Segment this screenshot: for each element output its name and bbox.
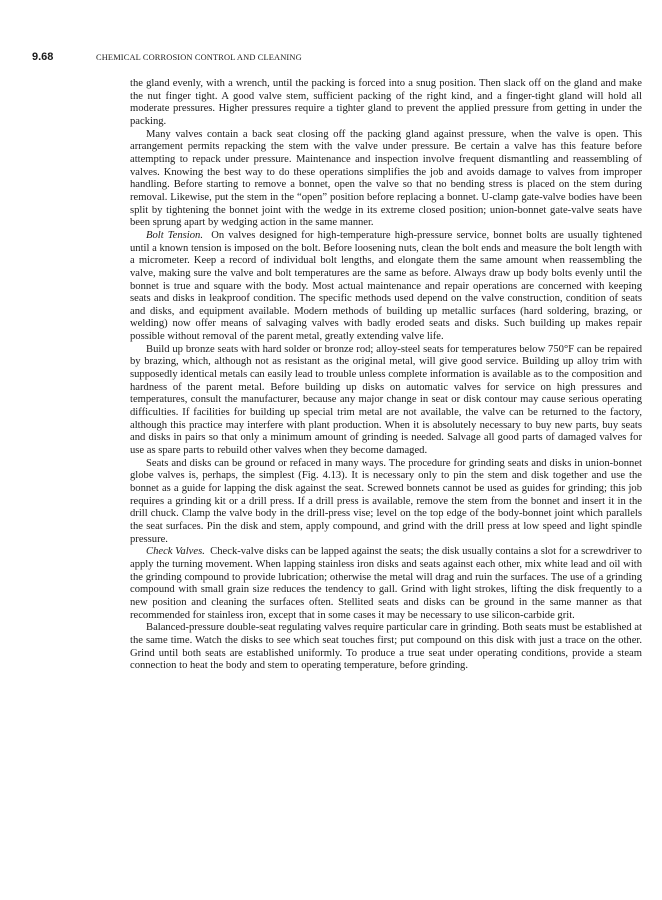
paragraph-text: Build up bronze seats with hard solder or bronze rod; alloy-steel seats for temperatures below 750°F can be repaired by brazing, which, although not as resistant as the original metal, will give good service. Building up alloy trim with supposedly identical metals can easily lead to trouble unless complete information is available as to the composition and hardness of the parent metal. Before building up disks on automatic valves for service on high pressures and temperatures, consult the manufacturer, because any major change in seat or disk contour may cause serious operating difficulties. If facilities for building up special trim metal are not available, the valve can be returned to the factory, although this practice may interfere with plant production. When it is absolutely necessary to buy new parts, buy seats and disks in pairs so that only a minimum amount of grinding is needed. Salvage all good parts of damaged valves for use as spare parts to rebuild other valves when they become damaged.: [130, 343, 642, 457]
run-in-heading-bolt-tension: Bolt Tension.: [146, 229, 203, 241]
paragraph-text: On valves designed for high-temperature high-pressure service, bonnet bolts are usually tightened until a known tension is imposed on the bolt. Before loosening nuts, clean the bolt ends and measure the bolt length with a micrometer. Keep a record of individual bolt lengths, and elongate them the same amount when reassembling the valve, making sure the valve and bolt temperatures are the same as before. Always draw up body bolts evenly until the bonnet is true and square with the body. Most actual maintenance and repair operations are concerned with keeping seats and disks in leakproof condition. The specific methods used depend on the valve construction, condition of seats and disks, and equipment available. Modern methods of building up metallic surfaces (hard soldering, brazing, or welding) now offer means of salvaging valves with badly eroded seats and disks. Such building up makes repair possible without removal of the parent metal, greatly extending valve life.: [130, 229, 643, 343]
paragraph-grinding-seats: [130, 458, 642, 547]
paragraph-text: Balanced-pressure double-seat regulating valves require particular care in grinding. Both seats must be established at the same time. Watch the disks to see which seat touches first; put compound on this disk with just a trace on the other. Grind until both seats are established uniformly. To produce a true seat under operating conditions, provide a steam connection to heat the body and stem to operating temperature, before grinding.: [130, 622, 642, 672]
paragraph-build-up-seats: [130, 344, 642, 458]
paragraph-check-valves: [130, 546, 642, 622]
paragraph-text: Many valves contain a back seat closing off the packing gland against pressure, when the valve is open. This arrangement permits repacking the stem with the valve under pressure. Be certain a valve has this feature before attempting to repack under pressure. Maintenance and inspection involve frequent dismantling and reassembling of valves. Knowing the best way to do these operations simplifies the job and avoids damage to valves from improper handling. Before starting to remove a bonnet, open the valve so that no bending stress is placed on the stem during removal. Likewise, put the stem in the “open” position before replacing a bonnet. U-clamp gate-valve bodies have been split by tightening the bonnet joint with the wedge in its extreme closed position; union-bonnet gate-valve seats have been sprung apart by wedging action in the same manner.: [130, 128, 642, 229]
book-title: CHEMICAL CORROSION CONTROL AND CLEANING: [96, 53, 302, 62]
paragraph-packing-gland: [130, 78, 642, 129]
paragraph-text: Seats and disks can be ground or refaced in many ways. The procedure for grinding seats and disks in union-bonnet globe valves is, perhaps, the simplest (Fig. 4.13). It is necessary only to pin the stem and disk together and use the bonnet as a guide for lapping the disk against the seat. Screwed bonnets cannot be used as guides for grinding; this job requires a grinding kit or a drill press. If a drill press is available, remove the stem from the bonnet and insert it in the drill chuck. Clamp the valve body in the drill-press vise; level on the top edge of the body-bonnet joint which parallels the seat surfaces. Pin the disk and stem, apply compound, and grind with the drill press at low speed and light spindle pressure.: [130, 457, 642, 545]
paragraph-back-seat: [130, 129, 642, 230]
page-number: 9.68: [32, 51, 54, 63]
paragraph-text: Check-valve disks can be lapped against the seats; the disk usually contains a slot for a screwdriver to apply the turning movement. When lapping stainless iron disks and seats against each other, mix white lead and oil with the grinding compound to provide lubrication; otherwise the metal will drag and ruin the surfaces. The use of a grinding compound with small grain size reduces the tendency to gall. Grind with light strokes, lifting the disk frequently to a new position and cleaning the surfaces often. Stellited seats and disks can be ground in the same manner as that recommended for stainless iron, except that in some cases it may be necessary to use silicon-carbide grit.: [130, 546, 642, 621]
running-head: [32, 47, 632, 61]
paragraph-bolt-tension: [130, 230, 642, 344]
paragraph-text: the gland evenly, with a wrench, until the packing is forced into a snug position. Then slack off on the gland and make the nut finger tight. A good valve stem, sufficient packing of the right kind, and a finger-tight gland will hold all moderate pressures. Higher pressures require a tighter gland to prevent the applied pressure from getting in under the packing.: [130, 78, 642, 127]
paragraph-balanced-pressure: [130, 622, 642, 673]
body-text: [130, 78, 642, 673]
run-in-heading-check-valves: Check Valves.: [146, 546, 205, 558]
